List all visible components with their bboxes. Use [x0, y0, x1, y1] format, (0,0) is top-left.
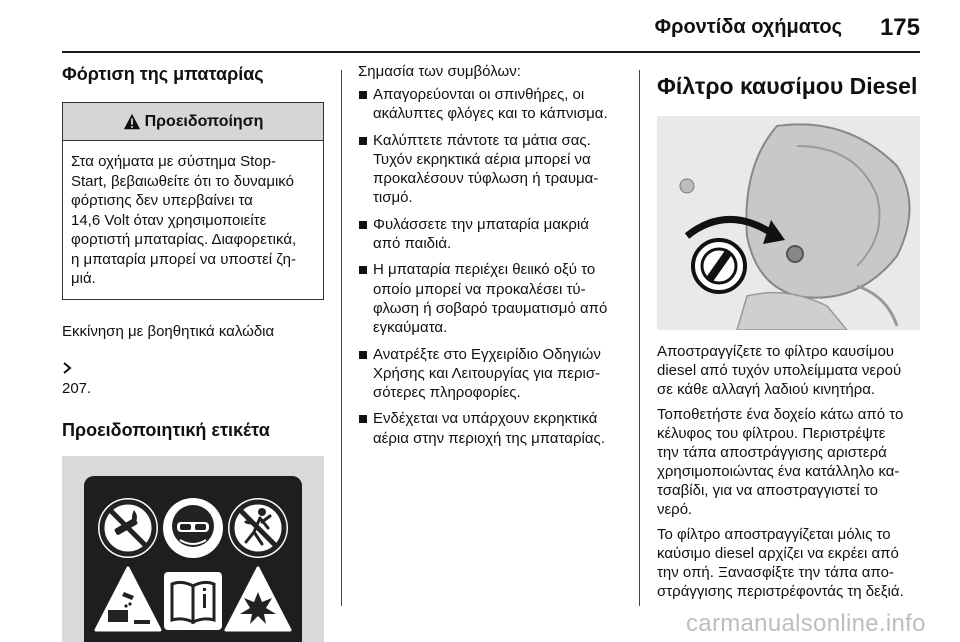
list-item: Απαγορεύονται οι σπινθήρες, οι ακάλυπτες φλόγες και το κάπνισμα.	[358, 85, 626, 124]
symbol-meaning-list	[358, 85, 626, 448]
jump-start-reference[interactable]	[62, 341, 324, 398]
page-reference-arrow-icon	[62, 362, 72, 374]
header-title: Φροντίδα οχήματος	[654, 16, 842, 38]
warning-triangle-icon	[123, 113, 141, 131]
warning-title: Προειδοποίηση	[144, 112, 264, 130]
page-header	[0, 0, 960, 50]
list-item: Η μπαταρία περιέχει θειικό οξύ το οποίο μπορεί να προκαλέσει τύ- φλωση ή σοβαρό τραυματισμό από εγκαύματα.	[358, 260, 626, 337]
column-diesel-fuel-filter	[657, 58, 920, 601]
paragraph: Αποστραγγίζετε το φίλτρο καυσίμου diesel από τυχόν υπολείμματα νερού σε κάθε αλλαγή λαδιού κινητήρα.	[657, 343, 902, 398]
bullet-square-icon	[359, 221, 367, 229]
section-title-battery-charging: Φόρτιση της μπαταρίας	[62, 64, 264, 84]
jump-start-text: Εκκίνηση με βοηθητικά καλώδια	[62, 322, 275, 340]
page-number: 175	[879, 14, 920, 41]
bullet-square-icon	[359, 415, 367, 423]
warning-header	[63, 103, 323, 141]
warning-box	[62, 102, 324, 300]
read-manual-icon	[164, 572, 222, 630]
bullet-square-icon	[359, 266, 367, 274]
list-item: Καλύπτετε πάντοτε τα μάτια σας. Τυχόν εκρηκτικά αέρια μπορεί να προκαλέσουν τύφλωση ή τραυμα- τισμό.	[358, 131, 626, 208]
section-title-diesel-filter: Φίλτρο καυσίμου Diesel	[657, 73, 918, 99]
bullet-square-icon	[359, 91, 367, 99]
warning-label-illustration	[62, 456, 324, 642]
keep-away-from-children-icon	[228, 498, 288, 558]
bullet-square-icon	[359, 137, 367, 145]
legend-title: Σημασία των συμβόλων:	[358, 63, 521, 80]
list-item: Φυλάσσετε την μπαταρία μακριά από παιδιά.	[358, 215, 626, 254]
header-rule	[62, 51, 920, 53]
section-title-warning-label: Προειδοποιητική ετικέτα	[62, 419, 270, 440]
list-item: Ανατρέξτε στο Εγχειρίδιο Οδηγιών Χρήσης και Λειτουργίας για περισ- σότερες πληροφορίες.	[358, 345, 626, 403]
column-divider	[639, 70, 640, 606]
paragraph: Τοποθετήστε ένα δοχείο κάτω από το κέλυφος του φίλτρου. Περιστρέψτε την τάπα αποστράγγισης αριστερά χρησιμοποιώντας ένα κατάλληλο κα- τσαβίδι, για να αποστραγγιστεί το νερό.	[657, 406, 904, 518]
watermark: carmanualsonline.info	[686, 610, 926, 637]
fuel-filter-drawing	[657, 116, 920, 330]
no-sparks-flames-smoking-icon	[98, 498, 158, 558]
paragraph: Το φίλτρο αποστραγγίζεται μόλις το καύσιμο diesel αρχίζει να εκρέει από την οπή. Ξανασφίξτε την τάπα απο- στράγγισης περιστρέφοντάς τη δεξιά.	[657, 526, 904, 600]
warning-body: Στα οχήματα με σύστημα Stop- Start, βεβαιωθείτε ότι το δυναμικό φόρτισης δεν υπερβαίνει τα 14,6 Volt όταν χρησιμοποιείτε φορτιστή μπαταρίας. Διαφορετικά, η μπαταρία μπορεί να υποστεί ζη- μιά.	[71, 153, 297, 287]
column-symbol-meaning	[358, 62, 626, 455]
jump-start-page-ref: 207.	[62, 379, 92, 397]
fuel-filter-photo	[657, 116, 920, 330]
list-item: Ενδέχεται να υπάρχουν εκρηκτικά αέρια στην περιοχή της μπαταρίας.	[358, 409, 626, 448]
bullet-square-icon	[359, 351, 367, 359]
column-battery-charging	[62, 62, 324, 642]
column-divider	[341, 70, 342, 606]
battery-warning-label	[84, 476, 302, 642]
eye-protection-icon	[163, 498, 223, 558]
